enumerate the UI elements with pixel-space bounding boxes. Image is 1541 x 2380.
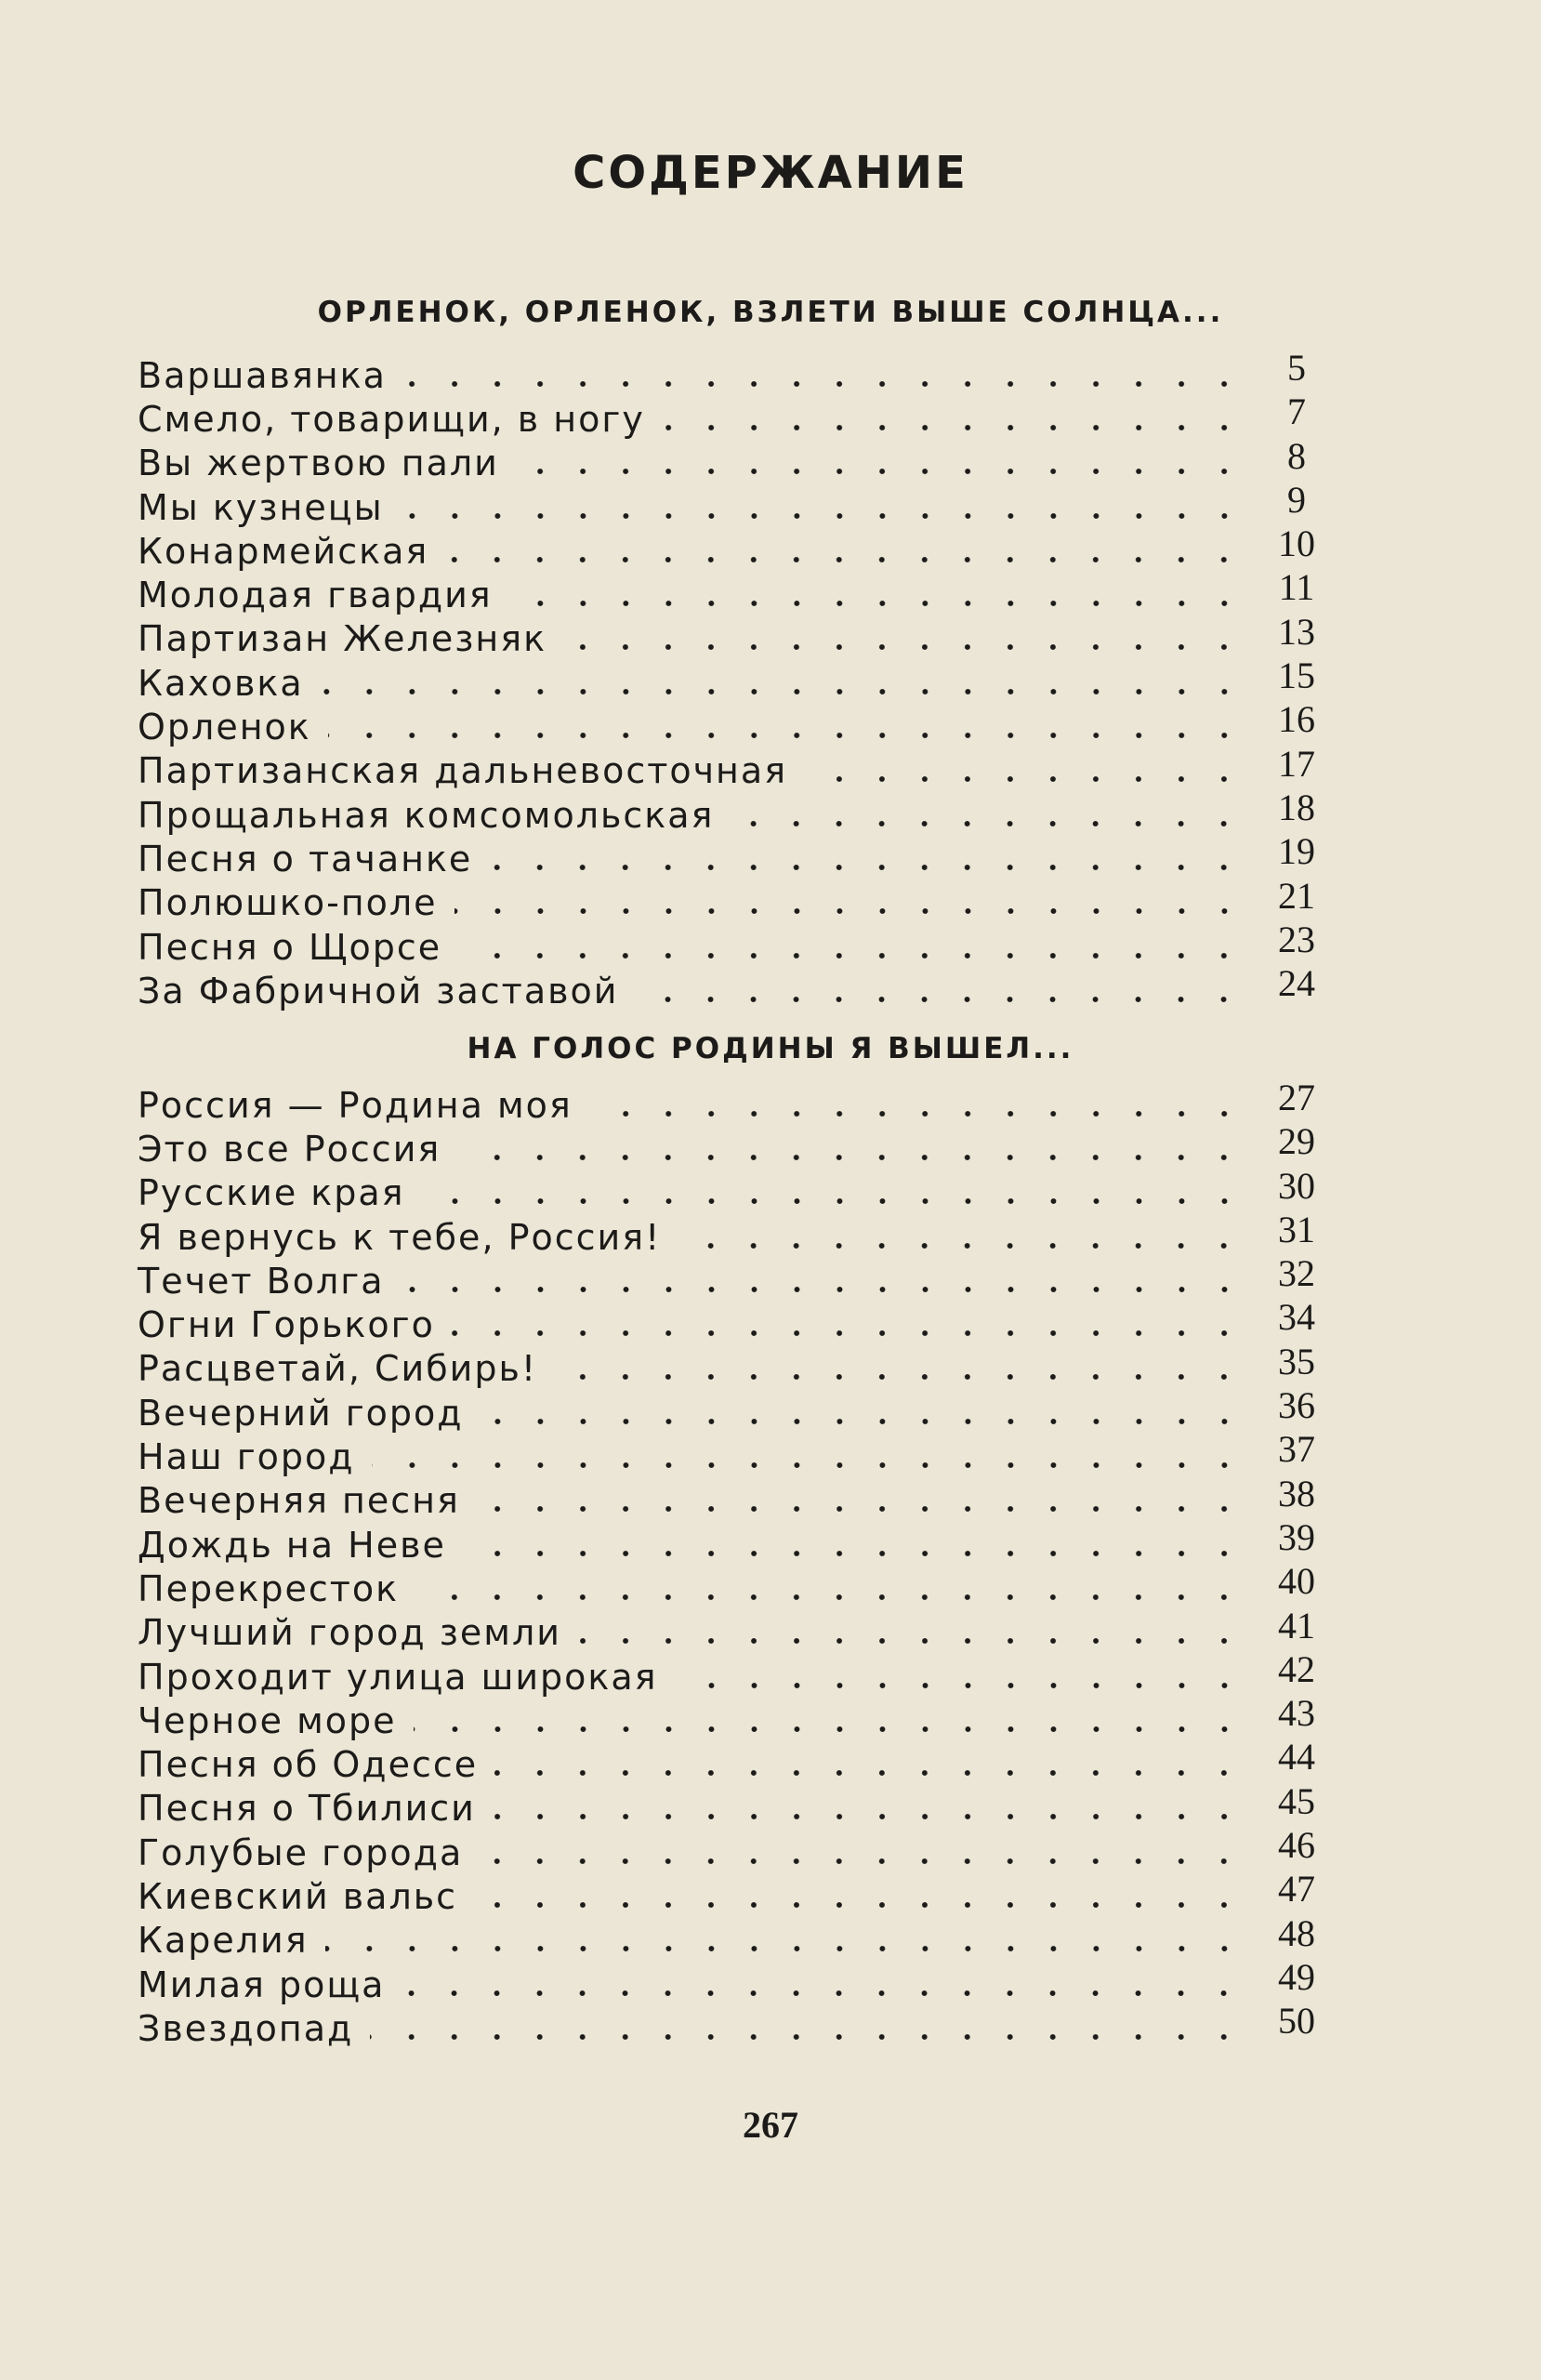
toc-list	[138, 1077, 1338, 2051]
toc-entry	[138, 1515, 1338, 1567]
dot-leader	[516, 467, 1245, 476]
toc-entry-title: Полюшко-поле	[138, 882, 438, 924]
toc-entry-title: Русские края	[138, 1172, 405, 1214]
toc-entry-title: Партизанская дальневосточная	[138, 750, 788, 792]
toc-entry-page: 15	[1278, 654, 1315, 697]
toc-entry	[138, 1911, 1338, 1963]
toc-entry-title: Варшавянка	[138, 354, 387, 396]
toc-entry	[138, 1604, 1338, 1655]
dot-leader	[678, 1241, 1245, 1250]
dot-leader	[493, 1812, 1245, 1821]
toc-entry	[138, 1779, 1338, 1831]
toc-entry-page: 10	[1278, 522, 1315, 565]
toc-entry	[138, 1560, 1338, 1610]
toc-entry-page: 34	[1278, 1296, 1315, 1339]
toc-entry-title: Вечерний город	[138, 1392, 464, 1434]
toc-entry-title: Наш город	[138, 1436, 355, 1478]
toc-entry	[138, 1296, 1338, 1346]
toc-entry-title: Дождь на Неве	[138, 1524, 446, 1566]
toc-entry-title: Голубые города	[138, 1831, 464, 1873]
toc-entry-title: Черное море	[138, 1699, 397, 1741]
toc-entry-page: 29	[1278, 1120, 1315, 1163]
toc-entry	[138, 2000, 1338, 2050]
toc-entry-page: 30	[1278, 1164, 1315, 1207]
toc-entry-title: Молодая гвардия	[138, 575, 493, 616]
dot-leader	[321, 687, 1245, 696]
toc-entry-page: 46	[1278, 1824, 1315, 1867]
toc-entry-page: 31	[1278, 1208, 1315, 1250]
toc-entry-title: Песня об Одессе	[138, 1744, 479, 1786]
toc-entry	[138, 698, 1338, 748]
toc-entry-page: 9	[1287, 478, 1306, 521]
toc-entry-page: 13	[1278, 610, 1315, 653]
toc-entry	[138, 962, 1338, 1012]
toc-entry-title: Смело, товарищи, в ногу	[138, 398, 645, 440]
dot-leader	[325, 1944, 1245, 1953]
toc-entry	[138, 434, 1338, 485]
toc-entry-title: За Фабричной заставой	[138, 970, 619, 1012]
dot-leader	[804, 774, 1245, 784]
toc-entry-page: 43	[1278, 1692, 1315, 1735]
dot-leader	[489, 863, 1245, 872]
section-heading: НА ГОЛОС РОДИНЫ Я ВЫШЕЛ...	[467, 1032, 1074, 1065]
toc-entry-page: 45	[1278, 1779, 1315, 1822]
toc-entry	[138, 1472, 1338, 1523]
toc-entry-title: Вы жертвою пали	[138, 443, 499, 484]
dot-leader	[578, 1636, 1245, 1646]
toc-entry-page: 47	[1278, 1868, 1315, 1911]
toc-entry	[138, 1340, 1338, 1391]
toc-entry	[138, 742, 1338, 793]
toc-entry-title: Это все Россия	[138, 1128, 441, 1170]
toc-entry-page: 36	[1278, 1384, 1315, 1427]
toc-entry-title: Течет Волга	[138, 1260, 385, 1302]
toc-entry-page: 32	[1278, 1252, 1315, 1295]
dot-leader	[402, 1285, 1246, 1294]
toc-entry-title: Партизан Железняк	[138, 618, 547, 660]
toc-entry	[138, 522, 1338, 573]
toc-entry	[138, 1384, 1338, 1435]
toc-entry-page: 7	[1287, 390, 1306, 433]
toc-entry	[138, 1252, 1338, 1302]
toc-entry-page: 41	[1278, 1604, 1315, 1646]
toc-entry	[138, 478, 1338, 529]
toc-entry	[138, 566, 1338, 616]
dot-leader	[635, 995, 1245, 1004]
toc-entry	[138, 1824, 1338, 1874]
dot-leader	[589, 1109, 1245, 1118]
toc-entry-page: 35	[1278, 1340, 1315, 1382]
toc-entry	[138, 1120, 1338, 1170]
toc-entry-title: Звездопад	[138, 2007, 354, 2049]
dot-leader	[481, 1417, 1245, 1426]
toc-entry-page: 5	[1287, 347, 1306, 389]
toc-entry-page: 16	[1278, 698, 1315, 741]
toc-entry	[138, 1955, 1338, 2006]
toc-entry	[138, 347, 1338, 397]
toc-entry-title: Песня о Тбилиси	[138, 1788, 476, 1830]
page-title: СОДЕРЖАНИЕ	[573, 147, 968, 199]
toc-entry-title: Песня о тачанке	[138, 838, 473, 879]
toc-entry-title: Карелия	[138, 1920, 309, 1962]
toc-entry-page: 38	[1278, 1472, 1315, 1514]
toc-entry	[138, 1647, 1338, 1699]
toc-entry	[138, 1208, 1338, 1259]
dot-leader	[445, 555, 1245, 564]
toc-entry-title: Милая роща	[138, 1964, 386, 2005]
dot-leader	[452, 1329, 1245, 1338]
toc-entry	[138, 786, 1338, 837]
toc-entry-page: 42	[1278, 1647, 1315, 1690]
toc-entry-page: 44	[1278, 1736, 1315, 1778]
dot-leader	[402, 1989, 1245, 1998]
section-heading: ОРЛЕНОК, ОРЛЕНОК, ВЗЛЕТИ ВЫШЕ СОЛНЦА...	[317, 296, 1224, 329]
toc-entry-page: 11	[1278, 566, 1315, 609]
dot-leader	[731, 819, 1245, 828]
toc-entry-title: Прощальная комсомольская	[138, 794, 715, 836]
toc-entry-title: Каховка	[138, 662, 304, 704]
dot-leader	[454, 906, 1245, 916]
toc-entry-page: 17	[1278, 742, 1315, 785]
toc-entry-page: 24	[1278, 962, 1315, 1005]
toc-entry	[138, 390, 1338, 441]
toc-entry	[138, 1077, 1338, 1127]
toc-entry	[138, 1692, 1338, 1742]
toc-entry-page: 18	[1278, 786, 1315, 828]
toc-entry-page: 19	[1278, 830, 1315, 873]
toc-entry-title: Киевский вальс	[138, 1875, 458, 1917]
dot-leader	[401, 511, 1245, 521]
toc-entry-title: Песня о Щорсе	[138, 926, 442, 968]
toc-entry-title: Лучший город земли	[138, 1612, 561, 1654]
dot-leader	[480, 1857, 1245, 1866]
dot-leader	[509, 599, 1245, 608]
toc-entry	[138, 830, 1338, 880]
toc-entry-page: 40	[1278, 1560, 1315, 1603]
toc-entry-title: Перекресток	[138, 1567, 400, 1609]
dot-leader	[370, 2032, 1245, 2042]
toc-entry-title: Огни Горького	[138, 1304, 435, 1346]
toc-entry-page: 23	[1278, 918, 1315, 960]
toc-entry	[138, 1736, 1338, 1786]
toc-entry	[138, 874, 1338, 925]
toc-entry-page: 39	[1278, 1515, 1315, 1558]
dot-leader	[477, 1504, 1245, 1514]
dot-leader	[458, 951, 1245, 960]
toc-entry-title: Я вернусь к тебе, Россия!	[138, 1216, 662, 1258]
dot-leader	[414, 1725, 1245, 1734]
toc-entry	[138, 918, 1338, 969]
toc-entry-page: 8	[1287, 434, 1306, 477]
dot-leader	[403, 379, 1245, 389]
toc-entry	[138, 610, 1338, 661]
toc-entry-title: Орленок	[138, 707, 311, 748]
toc-entry-page: 48	[1278, 1911, 1315, 1954]
toc-entry	[138, 1428, 1338, 1478]
page-number: 267	[743, 2104, 798, 2146]
dot-leader	[463, 1549, 1245, 1558]
toc-entry-page: 21	[1278, 874, 1315, 917]
toc-entry-page: 37	[1278, 1428, 1315, 1471]
dot-leader	[474, 1900, 1245, 1910]
toc-list	[138, 347, 1338, 1012]
toc-entry-title: Проходит улица широкая	[138, 1656, 658, 1698]
dot-leader	[662, 423, 1245, 432]
dot-leader	[494, 1768, 1245, 1778]
toc-entry-page: 49	[1278, 1955, 1315, 1998]
dot-leader	[328, 731, 1245, 740]
toc-entry-title: Мы кузнецы	[138, 486, 384, 528]
dot-leader	[457, 1153, 1245, 1162]
dot-leader	[675, 1681, 1245, 1690]
toc-entry	[138, 1164, 1338, 1215]
dot-leader	[415, 1593, 1245, 1602]
dot-leader	[372, 1461, 1245, 1470]
toc-entry	[138, 654, 1338, 705]
toc-entry-page: 50	[1278, 2000, 1315, 2043]
dot-leader	[563, 642, 1245, 652]
toc-entry-title: Вечерняя песня	[138, 1480, 460, 1522]
toc-entry-title: Россия — Родина моя	[138, 1084, 573, 1126]
toc-entry-page: 27	[1278, 1077, 1315, 1118]
dot-leader	[422, 1197, 1245, 1206]
toc-entry	[138, 1868, 1338, 1918]
dot-leader	[554, 1372, 1245, 1382]
toc-entry-title: Конармейская	[138, 530, 429, 572]
toc-entry-title: Расцветай, Сибирь!	[138, 1348, 538, 1390]
